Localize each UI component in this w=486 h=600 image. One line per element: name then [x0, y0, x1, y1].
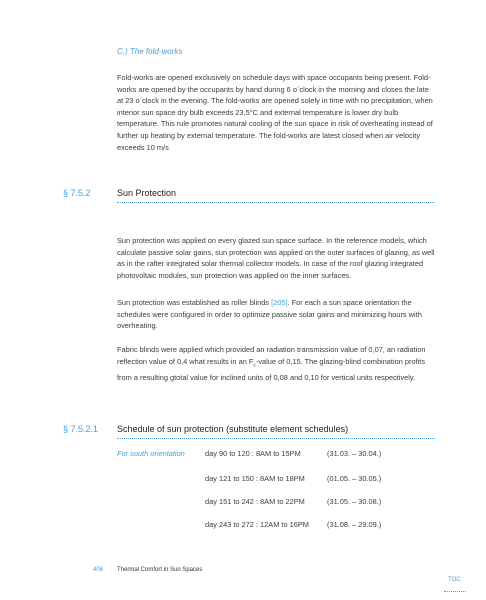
section-title: Sun Protection: [117, 188, 177, 198]
subsection-number: § 7.5.2.1: [63, 424, 99, 434]
schedule-row-dates: (31.03. – 30.04.): [327, 449, 382, 458]
sun-protection-paragraph-1: Sun protection was applied on every glazed sun space surface. In the reference models, which calculate passive solar gains, sun protection was applied on the outer surfaces of glazing, as well as in the rafter integrated solar thermal collector models. In case of the roof glazing integrated photovoltaic modules, sun protection was applied on the inner surfaces.: [117, 236, 435, 280]
toc-link[interactable]: TOC: [448, 577, 461, 583]
running-title: Thermal Comfort in Sun Spaces: [117, 567, 203, 573]
section-number: § 7.5.2: [63, 188, 91, 198]
schedule-row-dates: (01.05. – 30.05.): [327, 474, 382, 483]
page-number: 406: [93, 567, 104, 573]
paragraph-text: Sun protection was established as roller blinds: [117, 298, 272, 307]
toc-underline: [444, 591, 466, 592]
fold-works-paragraph: Fold-works are opened exclusively on schedule days with space occupants being present. Fold-works are opened by the occupants by hand during 6 o´clock in the morning and closes the late at 23 o´clock in the evening. The fold-works are opened solely in time with no precipitation, when interior sun space dry bulb exceeds 23,5°C and external temperature is lower dry bulb temperature. This rule promotes natural cooling of the sun space in risk of overheating instead of further up heating by external temperature. The fold-works are latest closed when air velocity exceeds 10 m/s: [117, 73, 433, 152]
paragraph-text: -value of 0,15. The glazing-blind combination profits from a resulting gtotal value for inclined units of 0,08 and 0,10 for vertical units respectively.: [117, 356, 426, 382]
schedule-row-days: day 121 to 150 : 8AM to 18PM: [205, 474, 305, 483]
paragraph-text: . For each a sun space orientation the schedules were configured in order to optimize passive solar gains and minimizing hours with overheating.: [117, 298, 422, 331]
subscript: c: [253, 362, 256, 369]
sun-protection-paragraph-2: [117, 297, 435, 332]
sun-protection-paragraph-3: [117, 344, 435, 383]
paragraph-text: Fabric blinds were applied which provided an radiation transmission value of 0,07, an radiation reflection value of 0,4 what results in an F: [117, 345, 426, 366]
citation-link[interactable]: [205]: [271, 298, 288, 307]
schedule-orientation-label: For south orientation: [117, 449, 185, 458]
schedule-row-dates: (31.08. – 29.09.): [327, 520, 382, 529]
schedule-row-days: day 90 to 120 : 8AM to 15PM: [205, 449, 301, 458]
schedule-row-dates: (31.05. – 30.08.): [327, 497, 382, 506]
schedule-row-days: day 243 to 272 : 12AM to 16PM: [205, 520, 309, 529]
schedule-row-days: day 151 to 242 : 8AM to 22PM: [205, 497, 305, 506]
fold-works-heading: C.) The fold-works: [117, 47, 183, 56]
section-divider: [117, 202, 435, 203]
subsection-divider: [117, 438, 435, 439]
subsection-title: Schedule of sun protection (substitute element schedules): [117, 424, 349, 434]
